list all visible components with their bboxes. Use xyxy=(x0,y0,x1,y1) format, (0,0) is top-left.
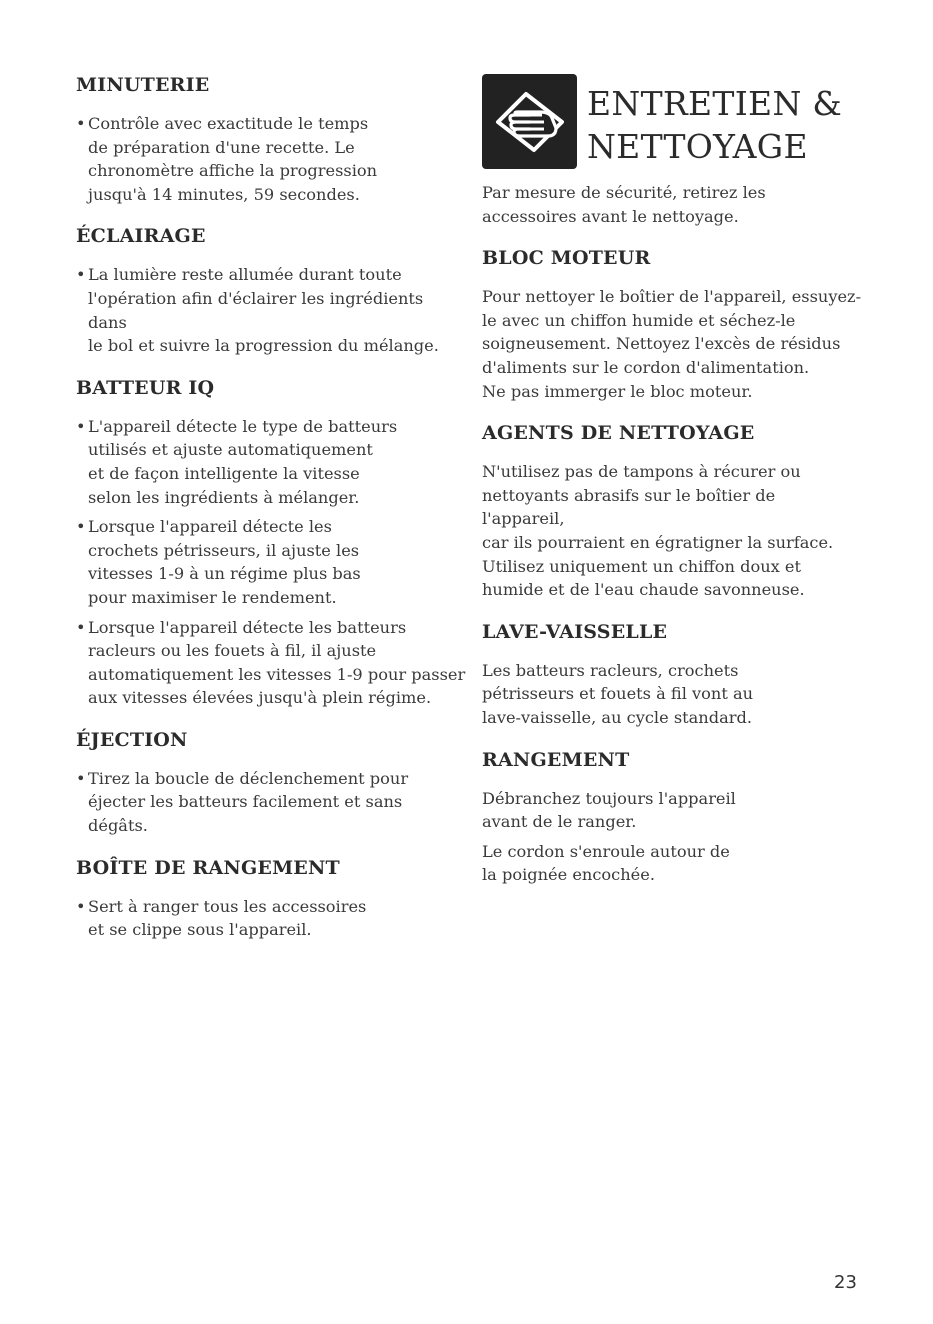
bullet-list xyxy=(76,112,466,206)
section-ejection xyxy=(76,727,466,838)
bullet-list xyxy=(76,415,466,710)
bullet-list xyxy=(76,767,466,838)
section-heading: BOÎTE DE RANGEMENT xyxy=(76,856,340,879)
right-column xyxy=(482,74,862,904)
bullet-item: • Sert à ranger tous les accessoires et se clippe sous l'appareil. xyxy=(76,896,367,940)
bullet-list xyxy=(76,263,466,357)
section-heading: AGENTS DE NETTOYAGE xyxy=(482,422,755,445)
section-batteur-iq xyxy=(76,375,466,710)
section-agents-de-nettoyage xyxy=(482,420,862,602)
section-heading: LAVE-VAISSELLE xyxy=(482,620,668,643)
bullet-list xyxy=(76,895,466,942)
bullet-icon: • xyxy=(76,896,86,916)
bullet-icon: • xyxy=(76,114,86,133)
bullet-item: • L'appareil détecte le type de batteurs utilisés et ajuste automatiquement et de façon intelligente la vitesse selon les ingrédients à mélanger. xyxy=(76,416,398,507)
bullet-icon: • xyxy=(76,416,86,436)
section-boite-de-rangement xyxy=(76,855,466,942)
section-paragraph: Le cordon s'enroule autour de la poignée encochée. xyxy=(482,841,730,885)
hand-wiping-icon xyxy=(482,74,577,169)
section-minuterie xyxy=(76,72,466,206)
bullet-item: • Lorsque l'appareil détecte les crochets pétrisseurs, il ajuste les vitesses 1-9 à un régime plus bas pour maximiser le rendement. xyxy=(76,517,361,607)
intro xyxy=(482,181,862,228)
section-rangement xyxy=(482,747,862,887)
chapter-header xyxy=(482,74,862,169)
section-heading: ÉCLAIRAGE xyxy=(76,225,206,248)
bullet-icon: • xyxy=(76,768,86,788)
chapter-title xyxy=(587,82,842,168)
bullet-item: • La lumière reste allumée durant toute l'opération afin d'éclairer les ingrédients dans le bol et suivre la progression du mélange. xyxy=(76,265,439,356)
section-heading: MINUTERIE xyxy=(76,74,210,96)
page-number: 23 xyxy=(834,1272,857,1293)
chapter-title-line-2: NETTOYAGE xyxy=(587,127,808,166)
section-bloc-moteur xyxy=(482,245,862,403)
chapter-title-line-1: ENTRETIEN & xyxy=(587,84,843,123)
section-heading: ÉJECTION xyxy=(76,728,188,751)
bullet-icon: • xyxy=(76,265,86,285)
section-heading: RANGEMENT xyxy=(482,748,630,771)
section-paragraph: Pour nettoyer le boîtier de l'appareil, essuyez- le avec un chiffon humide et séchez-le soigneusement. Nettoyez l'excès de résidus d'aliments sur le cordon d'alimentation. Ne pas immerger le bloc moteur. xyxy=(482,287,862,401)
bullet-icon: • xyxy=(76,617,86,637)
bullet-item: • Tirez la boucle de déclenchement pour éjecter les batteurs facilement et sans dégâts. xyxy=(76,768,409,836)
bullet-item: • Lorsque l'appareil détecte les batteurs racleurs ou les fouets à fil, il ajuste automatiquement les vitesses 1-9 pour passer aux vitesses élevées jusqu'à plein régime. xyxy=(76,617,466,708)
intro-text: Par mesure de sécurité, retirez les accessoires avant le nettoyage. xyxy=(482,183,766,226)
section-paragraph: Débranchez toujours l'appareil avant de le ranger. xyxy=(482,788,736,832)
section-lave-vaisselle xyxy=(482,619,862,730)
section-paragraph: Les batteurs racleurs, crochets pétrisseurs et fouets à fil vont au lave-vaisselle, au cycle standard. xyxy=(482,660,754,727)
bullet-item: • Contrôle avec exactitude le temps de préparation d'une recette. Le chronomètre affiche la progression jusqu'à 14 minutes, 59 secondes. xyxy=(76,114,378,204)
bullet-icon: • xyxy=(76,517,86,537)
section-eclairage xyxy=(76,223,466,357)
section-heading: BATTEUR IQ xyxy=(76,376,215,399)
section-heading: BLOC MOTEUR xyxy=(482,247,651,270)
section-paragraph: N'utilisez pas de tampons à récurer ou nettoyants abrasifs sur le boîtier de l'appareil, car ils pourraient en égratigner la surface. Utilisez uniquement un chiffon doux et humide et de l'eau chaude savonneuse. xyxy=(482,462,834,600)
left-column xyxy=(76,72,466,959)
